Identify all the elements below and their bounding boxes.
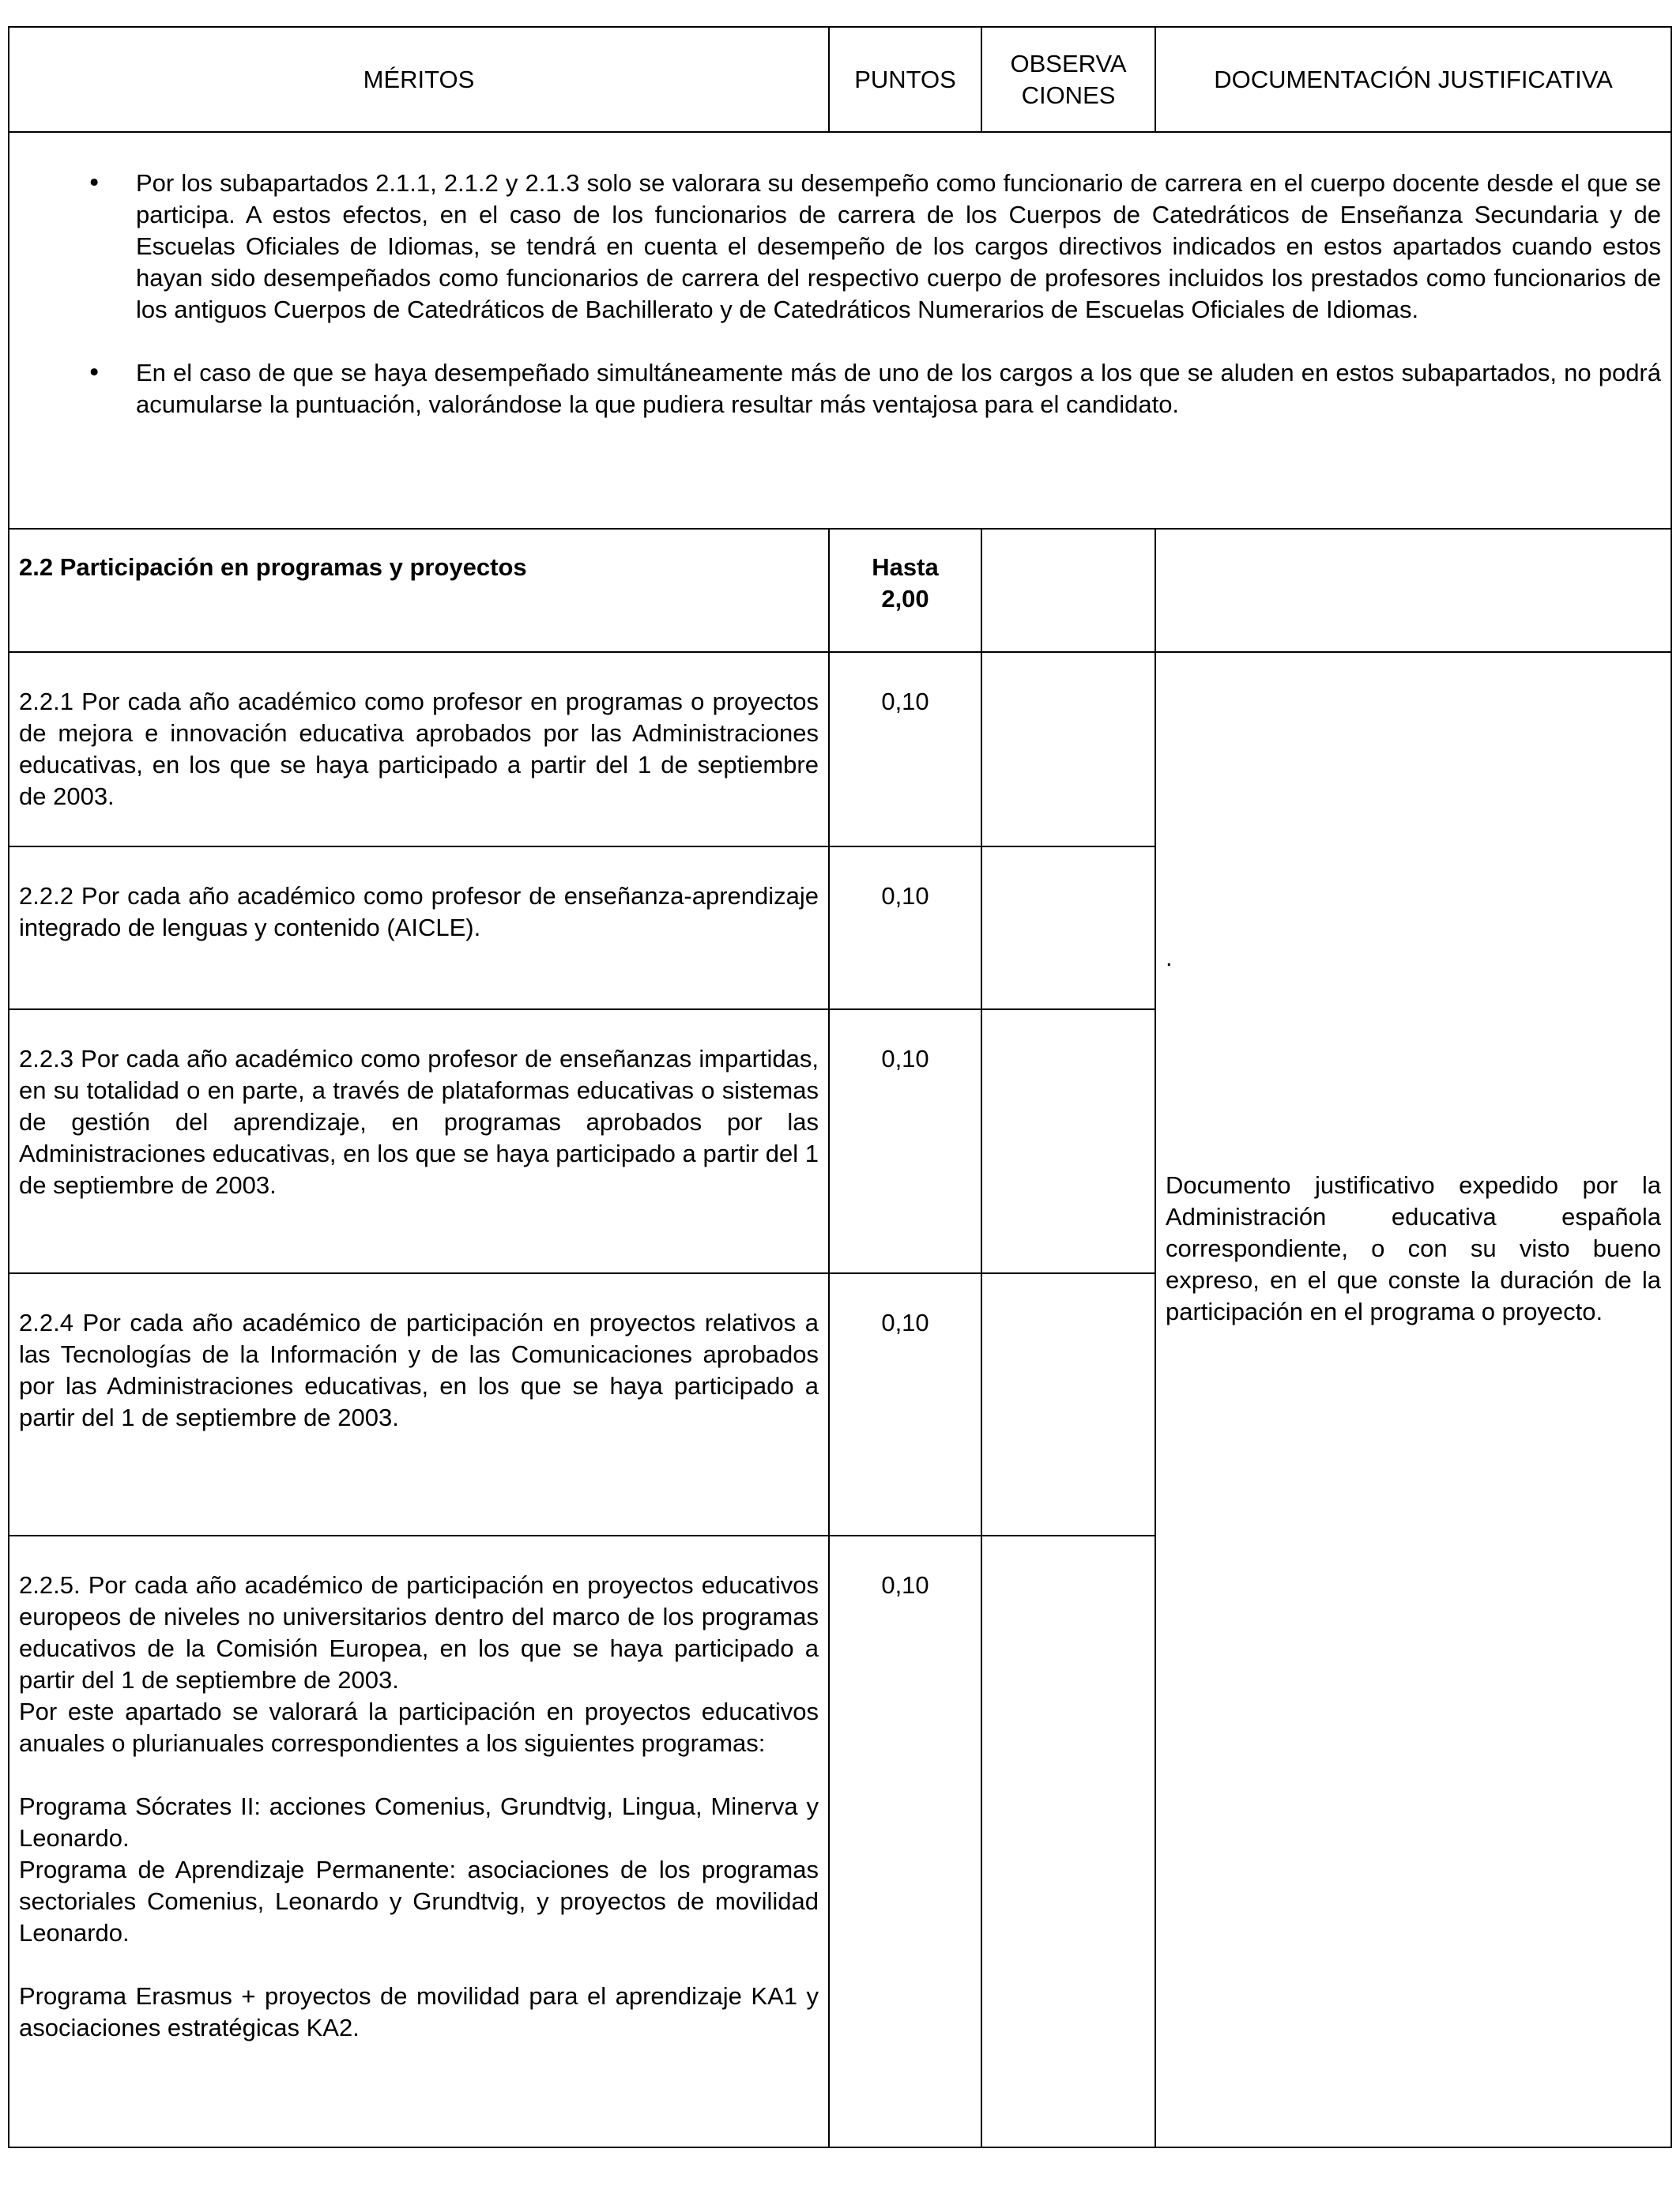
notes-cell [9,132,1671,529]
section-documentacion [1155,529,1671,652]
note-text: En el caso de que se haya desempeñado simultáneamente más de uno de los cargos a los que se aluden en estos subapartados, no podrá acumularse la puntuación, valorándose la que pudiera resultar más ventajosa para el candidato. [136,359,1661,418]
merits-table [8,26,1672,2148]
note-item [19,168,1661,326]
table-header-row [9,27,1671,132]
section-title-text: 2.2 Participación en programas y proyectos [19,553,527,581]
item-points: 0,10 [829,846,981,1009]
documentation-cell [1155,652,1671,2147]
item-points: 0,10 [829,1273,981,1536]
item-text: 2.2.1 Por cada año académico como profesor en programas o proyectos de mejora e innovación educativa aprobados por las Administraciones educativas, en los que se haya participado a partir del 1 de septiembre de 2003. [9,652,829,846]
item-observaciones [981,846,1155,1009]
header-observaciones-line-1: OBSERVA [1010,49,1127,77]
item-text-paragraph: Por este apartado se valorará la participación en proyectos educativos anuales o plurianuales correspondientes a los siguientes programas: [19,1698,819,1757]
merits-document [8,26,1671,2148]
item-text-paragraph: Programa de Aprendizaje Permanente: asociaciones de los programas sectoriales Comenius, Leonardo y Grundtvig, y proyectos de movilidad Leonardo. [19,1856,819,1947]
bullet-icon: • [87,359,102,387]
notes-list [19,168,1661,420]
item-text: 2.2.2 Por cada año académico como profesor de enseñanza-aprendizaje integrado de lenguas y contenido (AICLE). [9,846,829,1009]
documentation-dot: . [1166,944,1173,971]
notes-row [9,132,1671,529]
note-item [19,357,1661,420]
section-points-line-2: 2,00 [881,585,929,613]
item-observaciones [981,652,1155,846]
section-points-line-1: Hasta [872,553,939,581]
item-points: 0,10 [829,1009,981,1273]
item-observaciones [981,1009,1155,1273]
header-puntos: PUNTOS [829,27,981,132]
header-documentacion: DOCUMENTACIÓN JUSTIFICATIVA [1155,27,1671,132]
section-row [9,529,1671,652]
item-row [9,652,1671,846]
item-points: 0,10 [829,652,981,846]
item-text-paragraph: Programa Erasmus + proyectos de movilidad para el aprendizaje KA1 y asociaciones estratégicas KA2. [19,1982,819,2041]
item-text-block [9,1536,829,2147]
item-text-paragraph: Programa Sócrates II: acciones Comenius, Grundtvig, Lingua, Minerva y Leonardo. [19,1793,819,1852]
bullet-icon: • [87,169,102,198]
item-points: 0,10 [829,1536,981,2147]
section-observaciones [981,529,1155,652]
section-title [9,529,829,652]
item-text: 2.2.4 Por cada año académico de participación en proyectos relativos a las Tecnologías de la Información y de las Comunicaciones aprobados por las Administraciones educativas, en los que se haya participado a partir del 1 de septiembre de 2003. [9,1273,829,1536]
item-text: 2.2.5. Por cada año académico de participación en proyectos educativos europeos de niveles no universitarios dentro del marco de los programas educativos de la Comisión Europea, en los que se haya participado a partir del 1 de septiembre de 2003. [19,1571,819,1694]
item-observaciones [981,1273,1155,1536]
header-observaciones [981,27,1155,132]
documentation-text: Documento justificativo expedido por la Administración educativa española correspondiente, o con su visto bueno expreso, en el que conste la duración de la participación en el programa o proyecto. [1166,1171,1661,1325]
note-text: Por los subapartados 2.1.1, 2.1.2 y 2.1.3 solo se valorara su desempeño como funcionario de carrera en el cuerpo docente desde el que se participa. A estos efectos, en el caso de los funcionarios de carrera de los Cuerpos de Catedráticos de Enseñanza Secundaria y de Escuelas Oficiales de Idiomas, se tendrá en cuenta el desempeño de los cargos directivos indicados en estos apartados cuando estos hayan sido desempeñados como funcionarios de carrera del respectivo cuerpo de profesores incluidos los prestados como funcionarios de los antiguos Cuerpos de Catedráticos de Bachillerato y de Catedráticos Numerarios de Escuelas Oficiales de Idiomas. [136,169,1661,323]
section-points [829,529,981,652]
item-observaciones [981,1536,1155,2147]
header-meritos: MÉRITOS [9,27,829,132]
header-observaciones-line-2: CIONES [1021,81,1116,109]
item-text: 2.2.3 Por cada año académico como profesor de enseñanzas impartidas, en su totalidad o en parte, a través de plataformas educativas o sistemas de gestión del aprendizaje, en programas aprobados por las Administraciones educativas, en los que se haya participado a partir del 1 de septiembre de 2003. [9,1009,829,1273]
